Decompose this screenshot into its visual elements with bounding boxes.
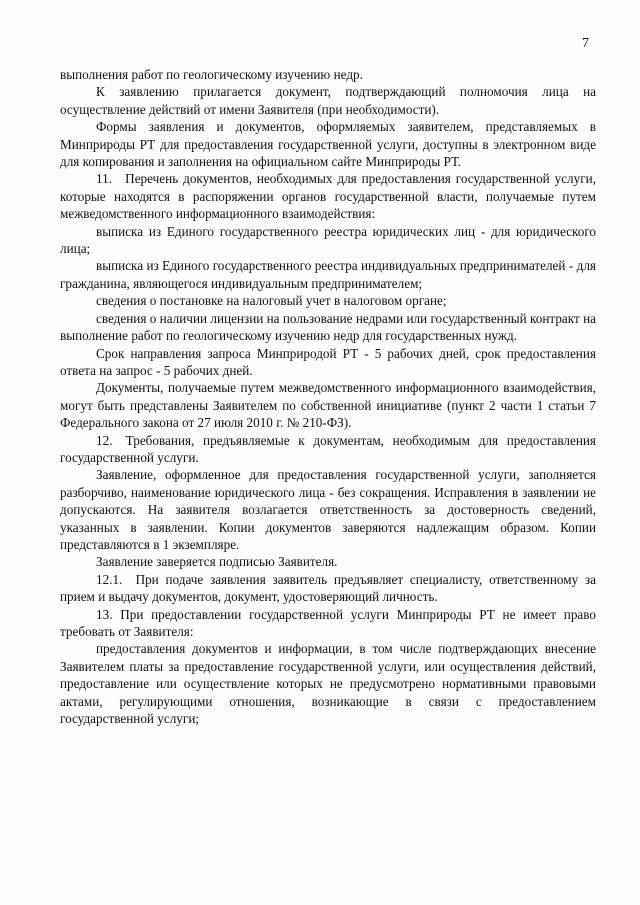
document-body: [60, 66, 596, 727]
paragraph: Заявление заверяется подписью Заявителя.: [96, 554, 338, 570]
paragraph: 12.1. При подаче заявления заявитель предъявляет специалисту, ответственному за прием и выдачу документов, документ, удостоверяющий личность.: [60, 571, 596, 605]
paragraph: К заявлению прилагается документ, подтверждающий полномочия лица на осуществление действий от имени Заявителя (при необходимости).: [60, 84, 596, 117]
paragraph: выписка из Единого государственного реестра юридических лиц - для юридического лица;: [60, 223, 596, 257]
paragraph: 13. При предоставлении государственной услуги Минприроды РТ не имеет право требовать от Заявителя:: [60, 606, 596, 639]
paragraph: выписка из Единого государственного реестра индивидуальных предпринимателей - для гражданина, являющегося индивидуальным предпринимателем;: [60, 258, 596, 291]
paragraph: Заявление, оформленное для предоставления государственной услуги, заполняется разборчиво, наименование юридического лица - без сокращения. Исправления в заявлении не допускаются. На заявителя возлагается ответственность за достоверность сведений, указанных в заявлении. Копии документов заверяются надлежащим образом. Копии представляются в 1 экземпляре.: [60, 467, 596, 552]
paragraph: 11. Перечень документов, необходимых для предоставления государственной услуги, которые находятся в распоряжении органов государственной власти, получаемые путем межведомственного информационного взаимодействия:: [60, 171, 596, 222]
paragraph: 12. Требования, предъявляемые к документам, необходимым для предоставления государственной услуги.: [60, 432, 596, 465]
paragraph: Срок направления запроса Минприродой РТ - 5 рабочих дней, срок предоставления ответа на запрос - 5 рабочих дней.: [60, 345, 596, 378]
paragraph: сведения о постановке на налоговый учет в налоговом органе;: [96, 293, 447, 309]
paragraph: предоставления документов и информации, в том числе подтверждающих внесение Заявителем платы за предоставление государственной услуги, или осуществления действий, предоставление или осуществление которых не предусмотрено нормативными правовыми актами, регулирующими отношения, возникающие в связи с предоставлением государственной услуги;: [60, 641, 596, 727]
paragraph: Формы заявления и документов, оформляемых заявителем, представляемых в Минприроды РТ для предоставления государственной услуги, доступны в электронном виде для копирования и заполнения на официальном сайте Минприроды РТ.: [60, 119, 596, 170]
paragraph: Документы, получаемые путем межведомственного информационного взаимодействия, могут быть представлены Заявителем по собственной инициативе (пункт 2 части 1 статьи 7 Федерального закона от 27 июля 2010 г. № 210-ФЗ).: [60, 380, 596, 431]
page-number: 7: [582, 36, 589, 51]
paragraph: сведения о наличии лицензии на пользование недрами или государственный контракт на выполнение работ по геологическому изучению недр для государственных нужд.: [60, 310, 596, 344]
paragraph: выполнения работ по геологическому изучению недр.: [60, 67, 363, 82]
